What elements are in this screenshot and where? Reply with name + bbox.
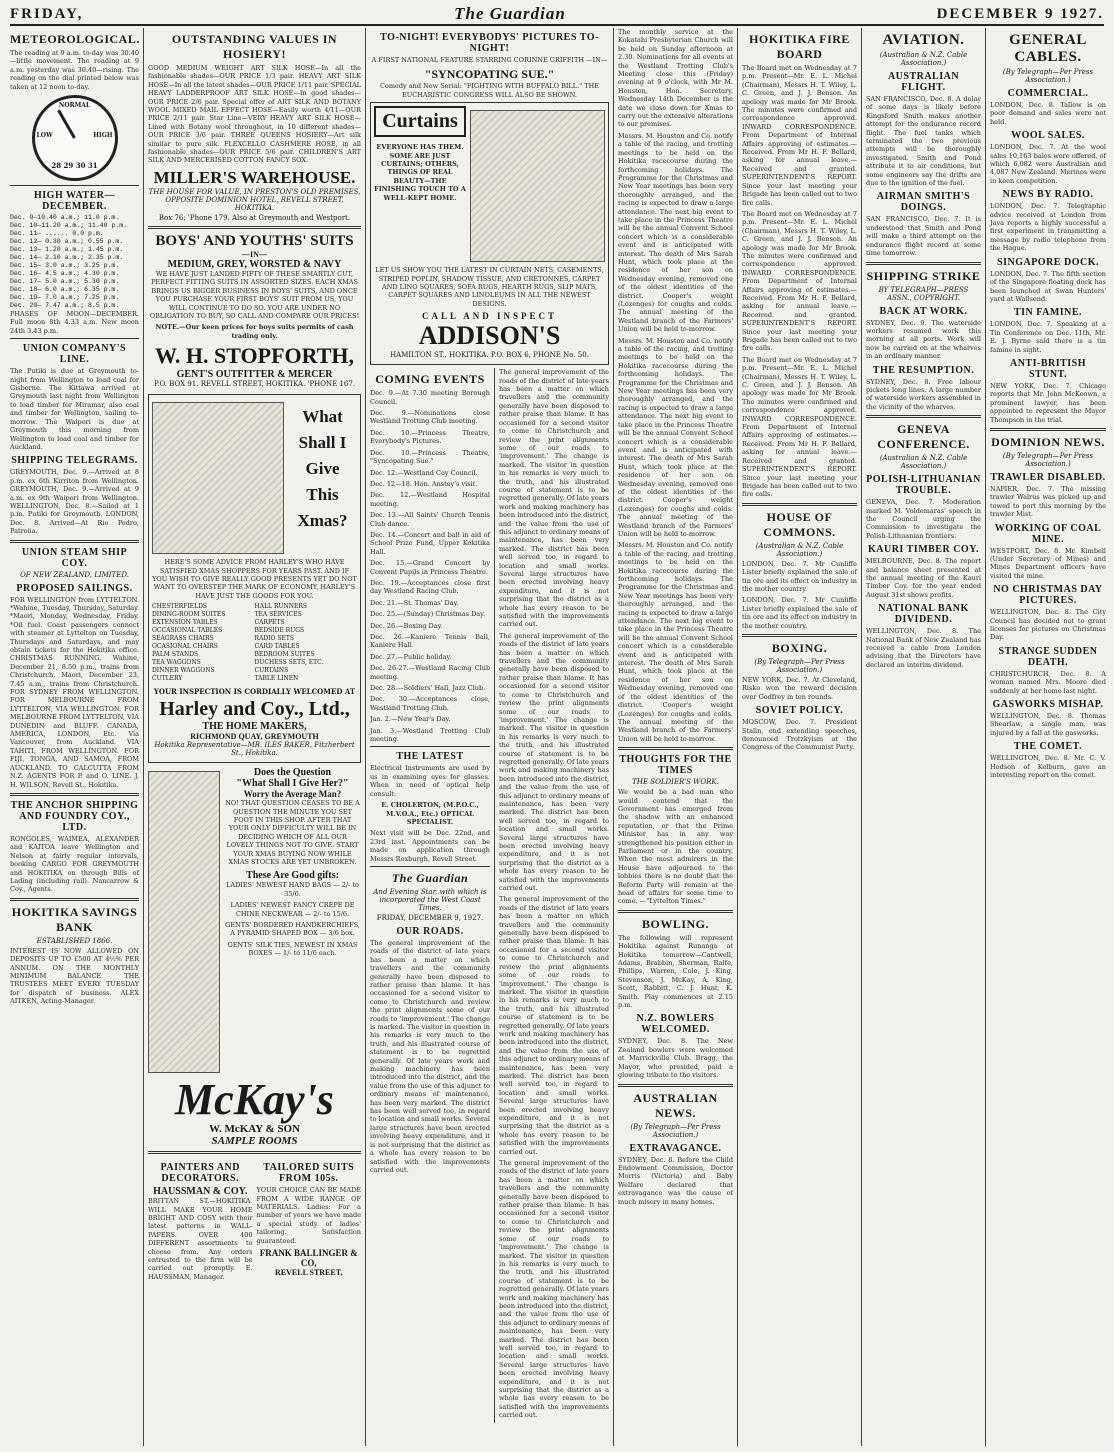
divider	[742, 503, 857, 506]
local-news: The monthly service at the Kokatahi Presbyterian Church will be held on Sunday afternoon at 2.30. Nominations for all events at the Westland Trotting Club's Meeting close this (Friday) evening at 9 o'clock, with Mr M. Houston, Hon. Secretary. Wednesday 14th December is the date we close down for Xmas to carry out the extensive alterations to our premises.	[618, 28, 733, 129]
harley-invite: YOUR INSPECTION IS CORDIALLY WELCOMED AT	[153, 687, 356, 697]
commons-title: HOUSE OF COMMONS.	[763, 509, 836, 539]
barometer-dial	[32, 95, 118, 181]
event-item: Dec. 19.—Acceptances close first day Westland Racing Club.	[370, 578, 490, 596]
roads-text-continued: The general improvement of the roads of the district of late years has been a matter on which travellers and the community generally have been disposed to rather praise than blame. It has occasioned for a second visitor to come to Christchurch and review the print alignments some of our roads to 'improvement.' The change is marked. The visitor in question in his remarks is very much to the truth, and his illustrated course of statement is to be regretted generally. Of late years work and making machinery has been introduced into the district, and the value from the use of this adjunct to ordinary means of maintenance, has been very marked. The district has been well served too, in regard to location and small works. Several large structures have been erected involving heavy expenditure, and it is not surprising that the district as a whole has every reason to be satisfied with the improvements carried out.	[499, 1159, 609, 1420]
dial-bottom-label: 28 29 30 31	[51, 161, 98, 171]
column-2	[144, 28, 366, 1446]
bowling-text: The following will represent Hokitika against Runanga at Hokitika tomorrow—Cantwell, Adams, Brabbin, Sherman, Ralfe, Phillips, Warren, Cole, J. King, Stevenson, J. McKay, A. King, Scott, Rabbitt, C. J. Hunt, K. Smith. Play commences at 2.15 p.m.	[618, 933, 733, 1010]
event-item: Dec. 21.—St. Thomas' Day.	[370, 598, 459, 607]
dresser-illustration	[152, 402, 284, 554]
col3-news	[494, 368, 609, 1422]
gift-item: LADIES' NEWEST HAND BAGS — 2/- to 35/6.	[226, 881, 359, 898]
question-quote: "What Shall I Give Her?"	[236, 778, 349, 790]
list-item: PALM STANDS	[152, 651, 199, 659]
fire-text: The Board met on Wednesday at 7 p.m. Present—Mr. E. L. Michel (Chairman), Messrs H. T. Wiley, L. C. Green, and J. J. Benson. An apology was made for Mr Brook. The minutes were confirmed and correspondence approved. INWARD CORRESPONDENCE. From Department of Internal Affairs approving of estimates.—Received. From Mr H. F. Bellard, asking for annual leave.—Received and granted. SUPERINTENDENT'S REPORT. Since your last meeting your Brigade has been called out to two fire calls.	[742, 355, 857, 499]
haussman-text: BRITTAN ST.—HOKITIKA. WILL MAKE YOUR HOME BRIGHT AND COSY with their latest patterns in WALL-PAPERS. OVER 400 DIFFERENT assortments to choose from. Any orders entrusted to the firm will be carried out promptly. E. HAUSSMAN, Manager.	[148, 1197, 253, 1281]
commons-text: LONDON, Dec. 7. Mr Cunliffe Lister briefly explained the sale of tin ore and its effect on industry in the mother country.	[742, 596, 857, 630]
thoughts-title: THOUGHTS FOR THE TIMES	[619, 754, 732, 777]
harley-addr: RICHMOND QUAY, GREYMOUTH	[190, 732, 319, 742]
woman-illustration	[148, 771, 220, 1073]
event-item: Dec. 10.—Princess Theatre, "Syncopating Sue."	[370, 448, 490, 466]
optician-text: Next visit will be Dec. 22nd, and 23rd inst. Appointments can be made on application through Messrs Roxburgh, Revell Street.	[370, 829, 490, 863]
usc-sub: OF NEW ZEALAND, LIMITED.	[20, 570, 129, 579]
latest-title: THE LATEST	[396, 751, 464, 763]
list-item: OCCASIONAL TABLES	[152, 627, 223, 635]
event-item: Dec. 12.—Westland Coy Council.	[370, 468, 478, 477]
usc-text: FOR WELLINGTON from LYTTELTON. *Wahine, Tuesday, Thursday, Saturday. *Maori, Monday, Wednesday, Friday. *Oil fuel. Coast passengers connect with steamer at Lyttelton on Tuesday, Thursdays and Saturdays, and may obtain tickets for the Hokitika office. CHRISTMAS RUNNING. Wahine, December 21, 8.50 p.m., trains from Christchurch. Maori, December 23, 7.45 a.m., trains from Christchurch. FOR SYDNEY FROM WELLINGTON. FOR MELBOURNE FROM LYTTELTON, VIA WELLINGTON. FOR MELBOURNE FROM LYTTELTON, VIA DUNEDIN and BLUFF. CANADA, AMERICA, LONDON, Etc. Via Vancouver, from Auckland. VIA TAHITI, FROM WELLINGTON. FOR FIJI, TONGA, AND SAMOA, FROM AUCKLAND. TO CALCUTTA FROM N.Z. AGENTS FOR P. and O. LINE. J. H. WILSON, Revell St., Hokitika.	[10, 595, 139, 789]
addisons-addr: HAMILTON ST., HOKITIKA. P.O. BOX 6, PHONE No. 50.	[390, 351, 589, 360]
tide-row: Dec. 11— ...... 0.0 p.m.	[10, 230, 104, 238]
film-title: "SYNCOPATING SUE."	[424, 67, 555, 82]
masthead	[10, 4, 1104, 26]
aus-head: EXTRAVAGANCE.	[629, 1142, 722, 1154]
aus-sub: (By Telegraph—Per Press Association.)	[630, 1122, 721, 1139]
column-6	[862, 28, 986, 1446]
list-item: DUCHESS SETS, ETC.	[254, 659, 324, 667]
tide-row: Dec. 19— 7.0 a.m.; 7.25 p.m.	[10, 294, 120, 302]
masthead-day: FRIDAY,	[10, 5, 84, 22]
cables-title: GENERAL CABLES.	[1009, 32, 1087, 65]
list-item: TEA SERVICES	[254, 611, 302, 619]
soviet-text: MOSCOW, Dec. 7. President Stalin, end extending speeches, denounced Trotzkyism at the Congress of the Communist Party.	[742, 718, 857, 752]
stopforth-addr: P.O. BOX 91. REVELL STREET, HOKITIKA. 'PHONE 167.	[153, 380, 356, 389]
question-text: NO! THAT QUESTION CEASES TO BE A QUESTION THE MINUTE YOU SET FOOT IN THIS SHOP. AFTER THAT YOUR ONLY DIFFICULTY WILL BE IN DECIDING WHICH OF ALL OUR LOVELY THINGS NOT TO GIVE. START YOUR XMAS BUYING NOW WHILE XMAS STOCKS ARE YET UNBROKEN.	[225, 799, 360, 866]
comet-text: WELLINGTON, Dec. 8. Mr. C. V. Hodson of Kelburn, gave an interesting report on the comet.	[990, 754, 1106, 780]
masthead-title: The Guardian	[454, 4, 566, 23]
haussman-name: HAUSSMAN & COY.	[153, 1186, 248, 1198]
radio-head: NEWS BY RADIO.	[1002, 189, 1094, 201]
aviation-title: AVIATION.	[882, 32, 965, 48]
event-item: Jan. 2.—New Year's Day.	[370, 715, 451, 724]
column-1	[6, 28, 144, 1446]
singapore-text: LONDON, Dec. 7. The fifth section of the Singapore floating dock has been launched at Swan Hunters' yard at Wallsend.	[990, 269, 1106, 303]
guardian-sub: And Evening Star, with which is incorporated the West Coast Times.	[373, 887, 487, 912]
gift-item: GENTS' BORDERED HANDKERCHIEFS, A PYRAMID SHAPED BOX — 3/6 box.	[225, 921, 360, 938]
harley-sub: THE HOME MAKERS,	[202, 721, 307, 733]
curtains-intro	[374, 106, 466, 266]
picture-head: NO CHRISTMAS DAY PICTURES.	[993, 584, 1103, 607]
local-news: Messrs. M. Houston and Co. notify a table of the racing, and trotting meetings to be held on the Hokitika racecourse during the forthcoming holidays. The Programme for the Christmas and New Year meetings has been very thoroughly arranged, and the racing is expected to draw a large attendance. The next big event to take place in the Princess Theatre will be the annual Convent School concert which is a considerable event and is anticipated with interest. The death of Mrs Sarah Hunt, which took place at the residence of her son on Wednesday evening, removed one of the oldest identities of the district. Cooper's weight (Lozenges) for coughs and colds. The annual meeting of the Westland branch of the Farmers' Union will be held to-morrow.	[618, 131, 733, 334]
event-item: Dec. 10.—Princess Theatre, Everybody's Pictures.	[370, 428, 490, 446]
list-item: CURTAINS	[254, 667, 289, 675]
kauri-text: MELBOURNE, Dec. 8. The report and balance sheet presented at the annual meeting of the Kauri Timber Coy. for the year ended August 31st shows profits.	[866, 557, 981, 599]
event-item: Dec. 26.—Boxing Day.	[370, 621, 443, 630]
divider	[10, 185, 139, 186]
col3-lower	[370, 368, 609, 1422]
harley-items	[152, 603, 357, 683]
list-item: DINNER WAGGONS	[152, 667, 215, 675]
divider	[742, 634, 857, 637]
boxing-sub: (By Telegraph—Per Press Association.)	[754, 657, 845, 674]
bank-text: INTEREST IS NOW ALLOWED ON DEPOSITS UP TO £500 AT 4½% PER ANNUM. ON THE MONTHLY MINIMUM BALANCE. THE TRUSTEES MEET EVERY TUESDAY for dispatch of business. ALEX AITKEN, Acting-Manager.	[10, 946, 139, 1006]
shipping-title: SHIPPING TELEGRAMS.	[11, 455, 138, 467]
tide-row: Dec. 17— 5.0 a.m.; 5.30 p.m.	[10, 278, 120, 286]
harley-name: Harley and Coy., Ltd.,	[159, 698, 350, 721]
divider	[866, 415, 981, 418]
tide-row: Dec. 20— 7.47 a.m.; 8.5 p.m.	[10, 302, 120, 310]
anchor-text: RONGOLES, WAIMEA, ALEXANDER and KAITOA leave Wellington and Nelson at fairly regular intervals, booking CARGO FOR GREYMOUTH and HOKITIKA on through Bills of Lading (including rail). Nancarrow & Coy., Agents.	[10, 834, 139, 894]
union-title: UNION COMPANY'S LINE.	[22, 343, 127, 366]
column-3	[366, 28, 614, 1446]
event-item: Dec. 13.—All Saints' Church Tennis Club dance.	[370, 511, 490, 528]
trawler-head: TRAWLER DISABLED.	[990, 471, 1106, 483]
tide-row: Dec. 13— 1.20 a.m.; 1.45 p.m.	[10, 246, 124, 254]
addisons-ad	[370, 102, 609, 365]
event-item: Dec. 26-27.—Westland Racing Club meeting.	[370, 664, 490, 681]
list-item: CHESTERFIELDS	[152, 603, 208, 611]
roads-text: The general improvement of the roads of the district of late years has been a matter on which travellers and the community generally have been disposed to rather praise than blame. It has occasioned for a second visitor to come to Christchurch and review the print alignments some of our roads to 'improvement.' The change is marked. The visitor in question in his remarks is very much to the truth, and his illustrated course of statement is to be regretted generally. Of late years work and making machinery has been introduced into the district, and the value from the use of this adjunct to ordinary means of maintenance, has been very marked. The district has been well served too, in regard to location and small works. Several large structures have been erected involving heavy expenditure, and it is not surprising that the district as a whole has every reason to be satisfied with the improvements carried out.	[370, 938, 490, 1174]
tide-row: Dec. 15— 3.0 a.m.; 3.25 p.m.	[10, 262, 120, 270]
comet-head: THE COMET.	[1013, 741, 1083, 753]
list-item: BEDROOM SUITES	[254, 651, 315, 659]
picture-text: WELLINGTON, Dec. 8. The City Council has decided not to grant licenses for pictures on Christmas Day.	[990, 608, 1106, 642]
harley-items-right	[255, 603, 358, 683]
bottom-ads	[148, 1158, 361, 1284]
list-item: RADIO SETS	[254, 635, 294, 643]
local-news: Messrs. M. Houston and Co. notify a table of the racing, and trotting meetings to be held on the Hokitika racecourse during the forthcoming holidays. The Programme for the Christmas and New Year meetings has been very thoroughly arranged, and the racing is expected to draw a large attendance. The next big event to take place in the Princess Theatre will be the annual Convent School concert which is a considerable event and is anticipated with interest. The death of Mrs Sarah Hunt, which took place at the residence of her son on Wednesday evening, removed one of the oldest identities of the district. Cooper's weight (Lozenges) for coughs and colds. The annual meeting of the Westland branch of the Farmers' Union will be held to-morrow.	[618, 541, 733, 743]
met-title: METEOROLOGICAL.	[10, 32, 140, 46]
millers-box: Box 76; 'Phone 179. Also at Greymouth and Westport.	[158, 213, 351, 222]
dial-left-label: LOW	[36, 132, 53, 140]
fire-title: HOKITIKA FIRE BOARD	[749, 32, 850, 61]
divider	[10, 540, 139, 543]
usc-head: PROPOSED SAILINGS.	[16, 582, 133, 594]
optician-name: E. CHOLERTON, (M.P.O.C., M.V.O.A., Etc.) OPTICAL SPECIALIST.	[381, 801, 479, 826]
coming-title: COMING EVENTS	[375, 372, 485, 387]
tide-row: Dec. 14— 2.10 a.m.; 2.35 p.m.	[10, 254, 124, 262]
event-item: Dec. 9.—Nominations close Westland Trotting Club meeting.	[370, 409, 490, 426]
list-item: BEDSIDE RUGS	[254, 627, 305, 635]
tin-text: LONDON, Dec. 7. Speaking at a Tin Conference on Dec. 11th, Mr. E. J. Byrne said there is a tin famine in sight.	[990, 320, 1106, 354]
resume-head: THE RESUMPTION.	[872, 364, 975, 376]
bowling-title: BOWLING.	[641, 916, 709, 931]
geneva-text: GENEVA, Dec. 7. Moderation marked M. Voldemaras' speech in the Council urging the Commission to investigate the Polish-Lithuanian frontiers.	[866, 498, 981, 540]
harley-question: What Shall I Give This Xmas?	[297, 407, 348, 531]
stopforth-sub: GENT'S OUTFITTER & MERCER	[176, 369, 333, 381]
divider	[866, 262, 981, 265]
bank-title: HOKITIKA SAVINGS BANK	[11, 904, 138, 934]
window-illustration	[470, 110, 605, 262]
millers-name: MILLER'S WAREHOUSE.	[153, 167, 356, 187]
roads-text-continued: The general improvement of the roads of the district of late years has been a matter on which travellers and the community generally have been disposed to rather praise than blame. It has occasioned for a second visitor to come to Christchurch and review the print alignments some of our roads to 'improvement.' The change is marked. The visitor in question in his remarks is very much to the truth, and his illustrated course of statement is to be regretted generally. Of late years work and making machinery has been introduced into the district, and the value from the use of this adjunct to ordinary means of maintenance, has been very marked. The district has been well served too, in regard to location and small works. Several large structures have been erected involving heavy expenditure, and it is not surprising that the district as a whole has every reason to be satisfied with the improvements carried out.	[499, 895, 609, 1156]
tonight-banner: TO-NIGHT! EVERYBODYS' PICTURES TO-NIGHT!	[380, 32, 599, 54]
tide-row: Dec. 12— 0.30 a.m.; 0.55 p.m.	[10, 238, 124, 246]
addisons-name: ADDISON'S	[418, 321, 561, 351]
gasworks-head: GASWORKS MISHAP.	[992, 699, 1104, 711]
call-inspect: CALL AND INSPECT	[421, 311, 558, 322]
event-item: Dec. 12.—Westland Hospital meeting.	[370, 491, 490, 508]
bank-sub: ESTABLISHED 1866.	[36, 936, 113, 945]
moon-phases: PHASES OF MOON—DECEMBER. Full moon 8th 4.33 a.m. New moon 24th 3.43 p.m.	[10, 310, 139, 335]
tide-row: Dec. 9—10.40 a.m.; 11.0 p.m.	[10, 214, 120, 222]
list-item: CARPETS	[254, 619, 285, 627]
event-item: Dec. 26.—Kaniere Tennis Ball, Kaniere Hall.	[370, 633, 490, 650]
masthead-date: DECEMBER 9 1927.	[936, 5, 1104, 22]
aus-text: SYDNEY, Dec. 8. Before the Child Endowment Commission, Doctor Morris (Victoria) and Baby Welfare declared that extravagance was the cause of much misery in many homes.	[618, 1155, 733, 1206]
trawler-text: NAPIER, Dec. 7. The missing trawler Walrus was picked up and towed to port this morning by the trawler Mist.	[990, 484, 1106, 519]
union-text: The Putiki is due at Greymouth to-night from Wellington to load coal for Gisborne. The Kittawa arrived at Greymouth last night from Wellington to load timber for Miramar, also coal and timber for Wellington, sailing to-morrow. The Waipori is due at Greymouth this morning from Wellington to load coal and timber for Auckland.	[10, 367, 139, 451]
nzb-title: N.Z. BOWLERS WELCOMED.	[636, 1013, 715, 1036]
curtains-title: Curtains	[374, 106, 466, 137]
list-item: CUTLERY	[152, 675, 183, 683]
hosiery-text: GOOD MEDIUM WEIGHT ART SILK HOSE—In all the fashionable shades—OUR PRICE 1/3 pair. HEAVY ART SILK HOSE—In all the latest shades—OUR PRICE 1/11 pair. SPECIAL HEAVY LADDERPROOF ART SILK HOSE—In good shades—OUR PRICE 2/6 pair. Special offer of ART SILK AND BOTANY WOOL MIXED MAIL EFFECT HOSE—Easily worth 4/11—OUR PRICE 2/11 pair. Star Line—VERY HEAVY ART SILK HOSE—Lined with Botany wool throughout, in 10 different shades—OUR PRICE 3/6 pair. THREE QUEENS HOSIERY—Art silk similar to pure silk. FLEXCELLO CASHMERE HOSE, in all fashionable shades—OUR PRICE 5/6 pair. CHILDREN'S ART SILK AND MERCERISED COTTON FANCY SOX.	[148, 64, 361, 165]
tailored-text: YOUR CHOICE CAN BE MADE FROM A WIDE RANGE OF MATERIALS. Ladies: For a number of years we have made a special study of ladies' tailoring. Satisfaction guaranteed.	[256, 1186, 361, 1245]
dial-right-label: HIGH	[93, 132, 113, 140]
divider	[618, 747, 733, 750]
tide-row: Dec. 10—11.20 a.m.; 11.40 p.m.	[10, 222, 128, 230]
coal-text: WESTPORT, Dec. 8. Mr. Kimbell (Under Secretary of Mines) and Mines Department officers have visited the mine.	[990, 546, 1106, 580]
harley-ad	[148, 394, 361, 763]
boys-sub: MEDIUM, GREY, WORSTED & NAVY	[167, 258, 342, 270]
divider	[10, 338, 139, 339]
airman-text: SAN FRANCISCO, Dec. 7. It is understood that Smith and Pond will make a third attempt on the endurance flight record at some time tomorrow.	[866, 215, 981, 258]
event-item: Dec. 14.—Concert and ball in aid of School Prize Fund, Upper Kokitika Hall.	[370, 530, 490, 556]
geneva-title: GENEVA CONFERENCE.	[877, 422, 970, 452]
cables-sub: (By Telegraph—Per Press Association.)	[1002, 68, 1094, 84]
boys-in: —IN—	[242, 249, 267, 259]
soviet-title: SOVIET POLICY.	[755, 705, 844, 717]
event-item: Dec. 28.—Soldiers' Hall, Jazz Club.	[370, 684, 486, 693]
aviation-text: SAN FRANCISCO, Dec. 8. A delay of some days is likely before Kingsford Smith makes another attempt for the endurance record flight. The fuel tanks which terminated the two previous attempts will be thoroughly investigated. Smith and Pond attribute it to air conditions, but some engineers say the drifts are due to the ignition of the fuel.	[866, 95, 981, 188]
list-item: EXTENSION TABLES	[152, 619, 218, 627]
radio-text: LONDON, Dec. 7. Telegraphic advice received at London from Java reports a highly successful a first experiment in transmitting a message by radio telephone from the Hague.	[990, 202, 1106, 253]
list-item: DINING-ROOM SUITES	[152, 611, 226, 619]
event-item: Dec. 27.—Public holiday.	[370, 652, 452, 661]
wool-text: LONDON, Dec. 7. At the wool sales 10,163 bales were offered, of which 6,082 were Australian and 4,087 New Zealand. Merinos were in keen competition.	[990, 143, 1106, 185]
ballinger-addr: REVELL STREET,	[275, 1268, 343, 1277]
ballinger-name: FRANK BALLINGER & CO,	[259, 1248, 358, 1268]
airman-head: AIRMAN SMITH'S DOINGS.	[876, 191, 971, 214]
question-title: Does the Question	[253, 767, 332, 779]
nbank-title: NATIONAL BANK DIVIDEND.	[878, 603, 969, 626]
commercial-head: COMMERCIAL.	[1007, 88, 1089, 99]
boxing-text: NEW YORK, Dec. 7. At Cleveland, Risko won the reward decision over Godfrey in ten rounds.	[742, 675, 857, 701]
divider	[148, 1151, 361, 1154]
roads-text-continued: The general improvement of the roads of the district of late years has been a matter on which travellers and the community generally have been disposed to rather praise than blame. It has occasioned for a second visitor to come to Christchurch and review the print alignments some of our roads to 'improvement.' The change is marked. The visitor in question in his remarks is very much to the truth, and his illustrated course of statement is to be regretted generally. Of late years work and making machinery has been introduced into the district, and the value from the use of this adjunct to ordinary means of maintenance, has been very marked. The district has been well served too, in regard to location and small works. Several large structures have been erected involving heavy expenditure, and it is not surprising that the district as a whole has every reason to be satisfied with the improvements carried out.	[499, 631, 609, 893]
gift-item: LADIES' NEWEST FANCY CREPE DE CHINE NECKWEAR — 2/- to 15/6.	[230, 901, 355, 918]
geneva-head: POLISH-LITHUANIAN TROUBLE.	[866, 474, 981, 497]
boys-note: NOTE.—Our keen prices for boys suits permits of cash trading only.	[155, 323, 354, 340]
tide-row: Dec. 16— 4.5 a.m.; 4.30 p.m.	[10, 270, 120, 278]
column-4	[614, 28, 738, 1446]
usc-title: UNION STEAM SHIP COY.	[21, 546, 128, 569]
boys-title: BOYS' AND YOUTHS' SUITS	[155, 232, 354, 249]
death-text: CHRISTCHURCH, Dec. 8. A woman named Mrs. Moore died suddenly at her home last night.	[990, 669, 1106, 695]
divider	[370, 746, 490, 747]
divider	[618, 910, 733, 913]
harley-items-left	[152, 603, 255, 683]
event-item: Dec. 9.—At 7.30 meeting Borough Council.	[370, 389, 490, 406]
nbank-text: WELLINGTON, Dec. 8. The National Bank of New Zealand has received a cable from London advising that the Directors have declared an interim dividend.	[866, 627, 981, 669]
hosiery-title: OUTSTANDING VALUES IN HOSIERY!	[171, 32, 338, 61]
gifts-title: These Are Good gifts:	[246, 870, 339, 882]
list-item: CARD TABLES	[254, 643, 300, 651]
tailored-title: TAILORED SUITS FROM 105s.	[263, 1162, 355, 1185]
commercial-text: LONDON, Dec. 8. Tallow is on poor demand and sales were not held.	[990, 101, 1106, 126]
fire-text: The Board met on Wednesday at 7 p.m. Present—Mr. E. L. Michel (Chairman), Messrs H. T. Wiley, L. C. Green, and J. J. Benson. An apology was made for Mr Brook. The minutes were confirmed and correspondence approved. INWARD CORRESPONDENCE. From Department of Internal Affairs approving of estimates.—Received. From Mr H. F. Bellard, asking for annual leave.—Received and granted. SUPERINTENDENT'S REPORT. Since your last meeting your Brigade has been called out to two fire calls.	[742, 209, 857, 353]
gasworks-text: WELLINGTON, Dec. 8. Thomas Shearlaw, a single man, was injured by a fall at the gasworks.	[990, 712, 1106, 737]
strike-text: SYDNEY, Dec. 9. The waterside workers resumed work this morning at all ports. Work will now be carried on at the wharves in an ordinary manner.	[866, 318, 981, 361]
anchor-title: THE ANCHOR SHIPPING AND FOUNDRY COY., LTD.	[10, 799, 139, 833]
tide-title: HIGH WATER—DECEMBER.	[34, 190, 115, 213]
thoughts-sub: THE SOLDIER'S WORK.	[632, 778, 719, 787]
list-item: HALL RUNNERS	[254, 603, 308, 611]
haussman-ad	[148, 1158, 253, 1284]
divider	[618, 1084, 733, 1087]
divider	[148, 226, 361, 229]
guardian-date: FRIDAY, DECEMBER 9, 1927.	[376, 913, 484, 922]
barometer-needle	[57, 110, 76, 139]
boxing-title: BOXING.	[771, 640, 828, 655]
list-item: SEAGRASS CHAIRS	[152, 635, 214, 643]
painters-title: PAINTERS AND DECORATORS.	[160, 1162, 240, 1185]
strike-title: SHIPPING STRIKE	[866, 268, 981, 283]
met-text: The reading at 9 a.m. to-day was 30.40—little movement. The reading at 9 a.m. yesterday was 30.40—rising. The reading on the dial printed below was taken at 12 noon to-day.	[10, 49, 139, 91]
divider	[10, 793, 139, 796]
coming-events	[370, 368, 490, 1422]
gift-item: GENTS' SILK TIES, NEWEST IN XMAS BOXES — 1/- to 11/6 each.	[227, 940, 358, 958]
roads-text-continued: The general improvement of the roads of the district of late years has been a matter on which travellers and the community generally have been disposed to rather praise than blame. It has occasioned for a second visitor to come to Christchurch and review the print alignments some of our roads to 'improvement.' The change is marked. The visitor in question in his remarks is very much to the truth, and his illustrated course of statement is to be regretted generally. Of late years work and making machinery has been introduced into the district, and the value from the use of this adjunct to ordinary means of maintenance, has been very marked. The district has been well served too, in regard to location and small works. Several large structures have been erected involving heavy expenditure, and it is not surprising that the district as a whole has every reason to be satisfied with the improvements carried out.	[499, 368, 609, 629]
stunt-text: NEW YORK, Dec. 7. Chicago reports that Mr. John McKeown, a prominent lawyer, has been appointed to represent the Mayor Thompson in the trial.	[990, 381, 1106, 424]
fire-text: The Board met on Wednesday at 7 p.m. Present—Mr. E. L. Michel (Chairman), Messrs H. T. Wiley, L. C. Green, and J. J. Benson. An apology was made for Mr Brook. The minutes were confirmed and correspondence approved. INWARD CORRESPONDENCE. From Department of Internal Affairs approving of estimates.—Received. From Mr H. F. Bellard, asking for annual leave.—Received and granted. SUPERINTENDENT'S REPORT. Since your last meeting your Brigade has been called out to two fire calls.	[742, 64, 857, 207]
aviation-head: AUSTRALIAN FLIGHT.	[887, 71, 960, 93]
coal-head: WORKING OF COAL MINE.	[994, 522, 1102, 545]
millers-sub: THE HOUSE FOR VALUE, IN PRESTON'S OLD PREMISES, OPPOSITE DOMINION HOTEL, REVELL STREET, HOKITIKA.	[148, 187, 361, 212]
thoughts-text: We would be a bad man who would contend that the Government has emerged from the shadow with an enhanced reputation, or that the Prime Minister has in any way strengthened his position either in Parliament or in the country. When the most admirers in the House have adjourned to the lobbies there is no doubt that the Reform Party will remain at the head of affairs for some time to come. —"Lyttelton Times."	[618, 788, 733, 906]
roads-title: OUR ROADS.	[396, 925, 464, 937]
tonight-text: A FIRST NATIONAL FEATURE STARRING CORINNE GRIFFITH —IN—	[371, 56, 608, 64]
dial-top-label: NORMAL	[58, 102, 91, 110]
event-item: Dec. 12—18. Hon. Anstey's visit.	[370, 479, 478, 488]
harley-rep: Hokitika Representative—MR. ILES BAKER, Fitzherbert St., Hokitika.	[154, 741, 355, 758]
event-item: Dec. 15.—Grand Concert by Convent Pupils in Princess Theatre.	[370, 559, 490, 576]
harley-text: HERE'S SOME ADVICE FROM HARLEY'S WHO HAVE SATISFIED XMAS SHOPPERS FOR YEARS PAST. AND IF YOU WISH TO GIVE REALLY GOOD PRESENTS YET DO NOT WANT TO OVERSTEP THE MARK OF ECONOMY, HARLEY'S HAVE JUST THE GOODS FOR YOU.	[152, 558, 357, 600]
curtains-text: LET US SHOW YOU THE LATEST IN CURTAIN NETS, CASEMENTS, STRIPED POPLIN, SHADOW TISSUE, AND CRETONNES, CARPET AND LINO SQUARES, SOFA RUGS, HEARTH RUGS, SLIP MATS, CARPET SQUARES AND LINOLEUMS IN ALL THE NEWEST DESIGNS.	[375, 266, 604, 308]
guardian-title: The Guardian	[391, 870, 469, 885]
divider	[370, 866, 490, 867]
mckay-sub2: SAMPLE ROOMS	[211, 1135, 298, 1148]
aus-title: AUSTRALIAN NEWS.	[633, 1090, 718, 1120]
film-text: Comedy and New Serial: "FIGHTING WITH BUFFALO BILL." THE EUCHARISTIC CONGRESS WILL ALSO BE SHOWN.	[379, 82, 599, 99]
nzb-text: SYDNEY, Dec. 8. The New Zealand bowlers were welcomed at Marrickville Club. Bragg, the Mayor, who presided, paid a glowing tribute to the visitors.	[618, 1037, 733, 1080]
curtains-tag: EVERYONE HAS THEM. SOME ARE JUST CURTAINS; OTHERS, THINGS OF REAL BEAUTY—THE FINISHING TOUCH TO A WELL-KEPT HOME.	[374, 143, 466, 202]
kauri-title: KAURI TIMBER COY.	[867, 544, 980, 556]
strike-sub: BY TELEGRAPH—PRESS ASSN., COPYRIGHT.	[878, 285, 969, 302]
tide-list	[10, 214, 139, 310]
divider	[10, 898, 139, 901]
local-news: Messrs. M. Houston and Co. notify a table of the racing, and trotting meetings to be held on the Hokitika racecourse during the forthcoming holidays. The Programme for the Christmas and New Year meetings has been very thoroughly arranged, and the racing is expected to draw a large attendance. The next big event to take place in the Princess Theatre will be the annual Convent School concert which is a considerable event and is anticipated with interest. The death of Mrs Sarah Hunt, which took place at the residence of her son on Wednesday evening, removed one of the oldest identities of the district. Cooper's weight (Lozenges) for coughs and colds. The annual meeting of the Westland branch of the Farmers' Union will be held to-morrow.	[618, 336, 733, 538]
wool-head: WOOL SALES.	[1011, 130, 1085, 142]
tide-row: Dec. 18— 6.0 a.m.; 6.35 p.m.	[10, 286, 120, 294]
commons-text: LONDON, Dec. 7. Mr Cunliffe Lister briefly explained the sale of tin ore and its effect on industry in the mother country.	[742, 559, 857, 593]
boys-text: WE HAVE JUST LANDED FIFTY OF THESE SMARTLY CUT, PERFECT FITTING SUITS IN ASSORTED SIZES. EACH XMAS BRINGS US BIGGER BUSINESS IN BOYS' SUITS, AND ONCE YOU PURCHASE YOUR FIRST BOYS' SUIT FROM US, YOU WILL CONTINUE TO DO SO. YOU ARE UNDER NO OBLIGATION TO BUY, SO CALL AND COMPARE OUR PRICES!	[149, 269, 360, 320]
singapore-head: SINGAPORE DOCK.	[997, 256, 1099, 268]
geneva-sub: (Australian & N.Z. Cable Association.)	[879, 454, 968, 471]
aviation-sub: (Australian & N.Z. Cable Association.)	[879, 51, 968, 67]
tin-head: TIN FAMINE.	[1013, 307, 1083, 319]
commons-sub: (Australian & N.Z. Cable Association.)	[755, 541, 844, 558]
resume-text: SYDNEY, Dec. 8. Free labour pickets long lines. A large number of waterside workers assembled in the vicinity of the wharves.	[866, 377, 981, 411]
column-5	[738, 28, 862, 1446]
divider	[990, 428, 1106, 431]
dominion-sub: (By Telegraph—Per Press Association.)	[1002, 451, 1094, 468]
list-item: TABLE LINEN	[254, 675, 299, 683]
stopforth-name: W. H. STOPFORTH,	[154, 343, 355, 369]
event-item: Jan. 3.—Westland Trotting Club meeting.	[370, 726, 490, 744]
event-item: Dec. 25.—(Sunday) Christmas Day.	[370, 610, 486, 619]
question-sub: Worry the Average Man?	[243, 789, 342, 800]
event-item: Dec. 30.—Acceptances close, Westland Trotting Club.	[370, 695, 490, 712]
dominion-title: DOMINION NEWS.	[991, 434, 1105, 449]
list-item: TEA WAGGONS	[152, 659, 201, 667]
list-item: OCASIONAL CHAIRS	[152, 643, 218, 651]
mckay-sub: W. McKAY & SON	[208, 1123, 301, 1136]
death-head: STRANGE SUDDEN DEATH.	[998, 645, 1098, 668]
stunt-head: ANTI-BRITISH STUNT.	[1009, 357, 1087, 380]
question-ad	[148, 767, 361, 1077]
column-7	[986, 28, 1110, 1446]
strike-head: BACK AT WORK.	[879, 305, 968, 317]
shipping-text: GREYMOUTH, Dec. 9.—Arrived at 8 p.m. ex 6th Kirriton from Wellington. GREYMOUTH, Dec. 9.—Arrived at 9 a.m. ex 9th Waipori from Wellington. WELLINGTON, Dec. 8.—Sailed at 1 p.m. Putiki for Greymouth. LONDON, Dec. 8. Arrived—At Rio Pedro, Patroiia.	[10, 468, 139, 536]
question-content	[224, 767, 361, 1077]
latest-text: Electrical Instruments are used by us in examining eyes for glasses. When in need of optical help consult:	[370, 764, 490, 798]
ballinger-ad	[257, 1158, 362, 1284]
mckay-logo: McKay's	[175, 1075, 334, 1125]
